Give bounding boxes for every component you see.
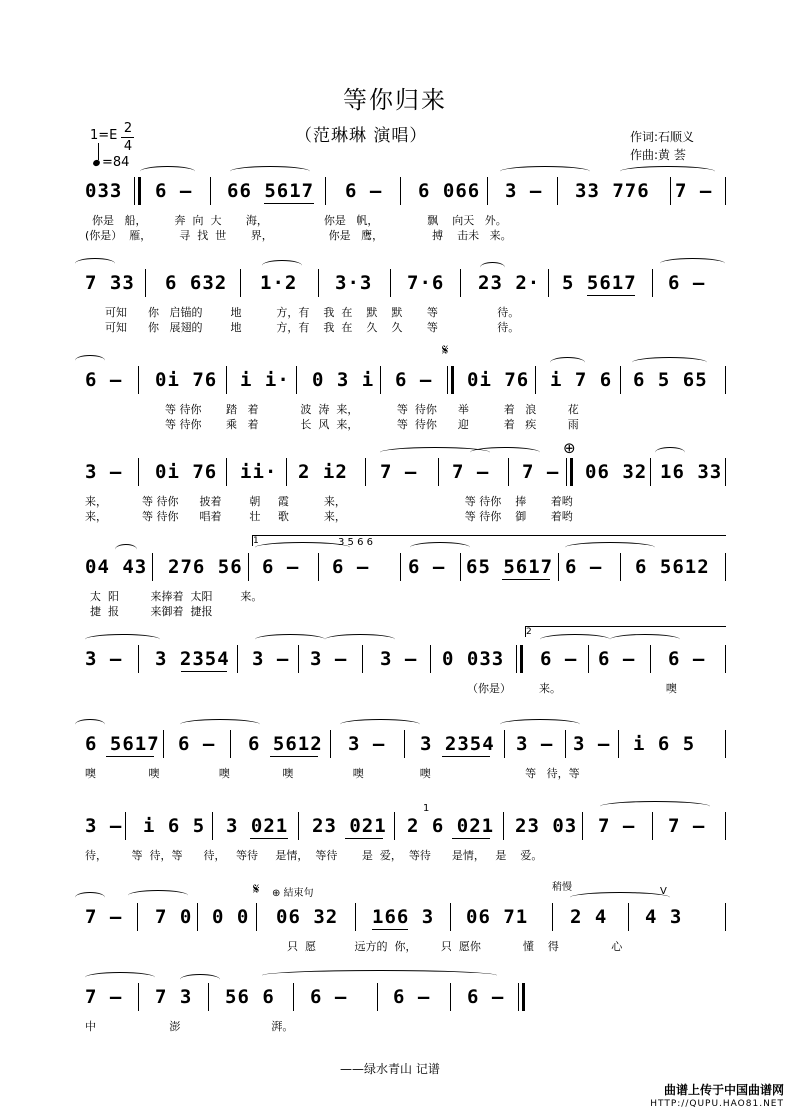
breath-mark: V bbox=[660, 886, 667, 897]
tie bbox=[85, 634, 160, 645]
bar-line bbox=[237, 645, 238, 673]
beam-line bbox=[106, 756, 154, 757]
measure-cell: 6 – bbox=[332, 556, 370, 578]
repeat-bar bbox=[516, 645, 523, 673]
repeat-bar bbox=[134, 177, 141, 205]
measure-cell: 16 33 bbox=[660, 461, 723, 483]
measure-cell: 6 5617 bbox=[85, 733, 160, 755]
slur bbox=[75, 892, 105, 903]
composer-credit: 作曲:黄 荟 bbox=[630, 148, 686, 162]
lyric-line-1: 可知 你 启锚的 地 方，有 我 在 默 默 等 待。 bbox=[105, 306, 520, 319]
measure-cell: 06 32 bbox=[585, 461, 648, 483]
tie bbox=[570, 892, 670, 903]
key-signature: 1=E bbox=[90, 128, 118, 143]
lyricist-credit: 作词:石顺义 bbox=[630, 130, 695, 144]
bar-line bbox=[650, 458, 651, 486]
measure-cell: 7 – bbox=[668, 815, 706, 837]
measure-cell: 276 56 bbox=[168, 556, 243, 578]
tie bbox=[500, 719, 580, 730]
measure-cell: 3 – bbox=[85, 461, 123, 483]
measure-cell: 06 32 bbox=[276, 906, 339, 928]
bar-line bbox=[138, 645, 139, 673]
page-title: 等你归来 bbox=[343, 86, 447, 114]
measure-cell: 6 – bbox=[310, 986, 348, 1008]
tie bbox=[565, 542, 655, 553]
lyric-line-1: 待， 等 待，等 待， 等待 是情， 等待 是 爱， 等待 是情， 是 爱。 bbox=[85, 849, 543, 862]
measure-cell: 6 5612 bbox=[248, 733, 323, 755]
bar-line bbox=[652, 812, 653, 840]
bar-line bbox=[298, 812, 299, 840]
measure-cell: 04 43 bbox=[85, 556, 148, 578]
measure-cell: 0 0 bbox=[212, 906, 250, 928]
slur bbox=[550, 357, 585, 368]
transcriber-credit: ——绿水青山 记谱 bbox=[340, 1062, 440, 1076]
measure-cell: 6 – bbox=[345, 180, 383, 202]
lyric-line-2: 来， 等 待你 唱着 壮 歌 来， 等 待你 御 着哟 bbox=[85, 510, 573, 523]
measure-cell: 3 – bbox=[505, 180, 543, 202]
bar-line bbox=[460, 269, 461, 297]
measure-cell: 23 03 bbox=[515, 815, 578, 837]
measure-cell: i 7 6 bbox=[550, 369, 613, 391]
bar-line bbox=[226, 366, 227, 394]
bar-line bbox=[138, 366, 139, 394]
grace-notes: 3 5 6 6 bbox=[338, 537, 373, 548]
bar-line bbox=[725, 553, 726, 581]
slur bbox=[500, 166, 590, 177]
bar-line bbox=[438, 458, 439, 486]
bar-line bbox=[552, 903, 553, 931]
bar-line bbox=[377, 983, 378, 1011]
segno-icon: 𝄋 bbox=[253, 880, 260, 898]
tie bbox=[262, 970, 497, 981]
measure-cell: 7 – bbox=[522, 461, 560, 483]
bar-line bbox=[296, 366, 297, 394]
tie bbox=[128, 890, 188, 901]
lyric-line-1: 噢 噢 噢 噢 噢 噢 等 待，等 bbox=[85, 767, 580, 780]
bar-line bbox=[137, 903, 138, 931]
bar-line bbox=[404, 730, 405, 758]
beam-line bbox=[452, 838, 490, 839]
measure-cell: 23 021 bbox=[312, 815, 387, 837]
bar-line bbox=[240, 269, 241, 297]
bar-line bbox=[430, 645, 431, 673]
measure-cell: i 6 5 bbox=[143, 815, 206, 837]
measure-cell: 3 – bbox=[85, 648, 123, 670]
tie bbox=[85, 972, 155, 983]
bar-line bbox=[286, 458, 287, 486]
beam-line bbox=[250, 838, 288, 839]
bar-line bbox=[620, 553, 621, 581]
bar-line bbox=[450, 903, 451, 931]
bar-line bbox=[557, 177, 558, 205]
tie bbox=[540, 634, 610, 645]
time-signature-divider bbox=[121, 137, 134, 138]
watermark-url: HTTP://QUPU.HAO81.NET bbox=[650, 1099, 784, 1109]
measure-cell: 7·6 bbox=[407, 272, 445, 294]
measure-cell: 66 5617 bbox=[227, 180, 315, 202]
site-watermark bbox=[650, 1083, 784, 1111]
bar-line bbox=[197, 903, 198, 931]
measure-cell: 6 – bbox=[408, 556, 446, 578]
measure-cell: 6 632 bbox=[165, 272, 228, 294]
bar-line bbox=[460, 553, 461, 581]
bar-line bbox=[125, 812, 126, 840]
measure-cell: 6 – bbox=[393, 986, 431, 1008]
lyric-line-2: (你是） 雁， 寻 找 世 界， 你是 鹰， 搏 击未 来。 bbox=[85, 229, 512, 242]
bar-line bbox=[298, 645, 299, 673]
bar-line bbox=[670, 177, 671, 205]
measure-cell: 6 – bbox=[155, 180, 193, 202]
slur bbox=[180, 974, 220, 985]
measure-cell: 3 – bbox=[310, 648, 348, 670]
volta-number: 1 bbox=[253, 536, 259, 546]
final-bar bbox=[518, 983, 525, 1011]
slur bbox=[620, 166, 715, 177]
beam-line bbox=[270, 756, 318, 757]
measure-cell: 3 – bbox=[573, 733, 611, 755]
measure-cell: 3 – bbox=[348, 733, 386, 755]
bar-line bbox=[212, 812, 213, 840]
bar-line bbox=[230, 730, 231, 758]
bar-line bbox=[725, 645, 726, 673]
bar-line bbox=[248, 553, 249, 581]
measure-cell: 7 – bbox=[452, 461, 490, 483]
slur bbox=[75, 258, 115, 269]
measure-cell: 2 4 bbox=[570, 906, 608, 928]
performer-subtitle: （范琳琳 演唱） bbox=[295, 126, 428, 146]
bar-line bbox=[145, 269, 146, 297]
bar-line bbox=[582, 812, 583, 840]
measure-cell: 6 5 65 bbox=[633, 369, 708, 391]
slur bbox=[75, 719, 105, 730]
bar-line bbox=[588, 645, 589, 673]
bar-line bbox=[628, 903, 629, 931]
measure-cell: 4 3 bbox=[645, 906, 683, 928]
measure-cell: 7 33 bbox=[85, 272, 135, 294]
bar-line bbox=[504, 730, 505, 758]
bar-line bbox=[394, 812, 395, 840]
tempo-marking bbox=[93, 155, 129, 170]
beam-line bbox=[372, 929, 408, 930]
measure-cell: 2 6 021 bbox=[407, 815, 495, 837]
bar-line bbox=[447, 366, 454, 394]
lyric-line-2: 捷 报 来御着 捷报 bbox=[90, 605, 213, 618]
slur bbox=[660, 258, 725, 269]
measure-cell: 6 – bbox=[668, 648, 706, 670]
bar-line bbox=[725, 366, 726, 394]
lyric-line-2: 等 待你 乘 着 长 风 来， 等 待你 迎 着 疾 雨 bbox=[165, 418, 579, 431]
measure-cell: 5 5617 bbox=[562, 272, 637, 294]
measure-cell: ii· bbox=[240, 461, 278, 483]
measure-cell: 6 066 bbox=[418, 180, 481, 202]
bar-line bbox=[535, 366, 536, 394]
beam-line bbox=[264, 203, 314, 204]
bar-line bbox=[400, 177, 401, 205]
measure-cell: 6 – bbox=[85, 369, 123, 391]
measure-cell: 3 021 bbox=[226, 815, 289, 837]
quarter-note-icon bbox=[92, 159, 101, 167]
measure-cell: 3·3 bbox=[335, 272, 373, 294]
lyric-line-2: 可知 你 展翅的 地 方，有 我 在 久 久 等 待。 bbox=[105, 321, 520, 334]
beam-line bbox=[345, 838, 383, 839]
bar-line bbox=[652, 269, 653, 297]
slur bbox=[75, 355, 105, 366]
measure-cell: 6 – bbox=[565, 556, 603, 578]
bar-line bbox=[256, 903, 257, 931]
bar-line bbox=[318, 269, 319, 297]
measure-cell: 6 – bbox=[262, 556, 300, 578]
bar-line bbox=[566, 458, 573, 486]
measure-cell: 0i 76 bbox=[155, 461, 218, 483]
beam-line bbox=[181, 671, 227, 672]
tie bbox=[255, 634, 325, 645]
measure-cell: 0 033 bbox=[442, 648, 505, 670]
measure-cell: 7 0 bbox=[155, 906, 193, 928]
measure-cell: 6 – bbox=[178, 733, 216, 755]
segno-icon: 𝄋 bbox=[442, 341, 449, 359]
bar-line bbox=[318, 553, 319, 581]
bar-line bbox=[400, 553, 401, 581]
time-signature-top: 2 bbox=[123, 121, 133, 136]
bar-line bbox=[208, 983, 209, 1011]
measure-cell: 6 – bbox=[467, 986, 505, 1008]
measure-cell: 0i 76 bbox=[467, 369, 530, 391]
lyric-line-1: 中 澎 湃。 bbox=[85, 1020, 294, 1033]
bar-line bbox=[725, 903, 726, 931]
measure-cell: 6 – bbox=[598, 648, 636, 670]
measure-cell: 6 – bbox=[395, 369, 433, 391]
bar-line bbox=[450, 983, 451, 1011]
bar-line bbox=[210, 177, 211, 205]
measure-cell: 7 – bbox=[380, 461, 418, 483]
bar-line bbox=[725, 177, 726, 205]
bar-line bbox=[325, 177, 326, 205]
measure-cell: i i· bbox=[240, 369, 290, 391]
measure-cell: 033 bbox=[85, 180, 123, 202]
bar-line bbox=[152, 553, 153, 581]
slur bbox=[655, 447, 685, 458]
measure-cell: 6 5612 bbox=[635, 556, 710, 578]
measure-cell: 6 – bbox=[540, 648, 578, 670]
bar-line bbox=[355, 903, 356, 931]
bar-line bbox=[138, 983, 139, 1011]
measure-cell: 7 – bbox=[85, 986, 123, 1008]
bar-line bbox=[508, 458, 509, 486]
beam-line bbox=[442, 756, 490, 757]
lyric-line-1: 等 待你 踏 着 波 涛 来， 等 待你 举 着 浪 花 bbox=[165, 403, 579, 416]
time-signature-bottom: 4 bbox=[123, 139, 133, 154]
bar-line bbox=[650, 645, 651, 673]
measure-cell: 3 2354 bbox=[420, 733, 495, 755]
tempo-change-label: 稍慢 bbox=[552, 882, 572, 893]
bar-line bbox=[330, 730, 331, 758]
measure-cell: 3 – bbox=[85, 815, 123, 837]
measure-cell: 65 5617 bbox=[466, 556, 554, 578]
slur bbox=[115, 544, 137, 555]
bar-line bbox=[618, 730, 619, 758]
measure-cell: 23 2· bbox=[478, 272, 541, 294]
lyric-line-1: 你是 船， 奔 向 大 海， 你是 帆， 飘 向天 外。 bbox=[92, 214, 507, 227]
tie bbox=[340, 719, 420, 730]
lyric-line-1: 来， 等 待你 披着 朝 霞 来， 等 待你 捧 着哟 bbox=[85, 495, 573, 508]
tie bbox=[255, 542, 350, 553]
beam-line bbox=[502, 579, 550, 580]
measure-cell: 3 – bbox=[516, 733, 554, 755]
lyric-line-1: 太 阳 来捧着 太阳 来。 bbox=[90, 590, 263, 603]
bar-line bbox=[163, 730, 164, 758]
coda-icon: ⊕ bbox=[563, 439, 576, 457]
bar-line bbox=[226, 458, 227, 486]
slur bbox=[632, 357, 707, 368]
tie bbox=[410, 542, 470, 553]
tie bbox=[470, 447, 540, 458]
tie bbox=[610, 634, 680, 645]
measure-cell: 166 3 bbox=[372, 906, 435, 928]
measure-cell: 0i 76 bbox=[155, 369, 218, 391]
coda-ending-label: ⊕ 結束句 bbox=[272, 888, 314, 899]
measure-cell: 2 i2 bbox=[298, 461, 348, 483]
bar-line bbox=[487, 177, 488, 205]
tie bbox=[600, 801, 710, 812]
tempo-value: =84 bbox=[102, 155, 130, 170]
grace-note: 1 bbox=[423, 803, 430, 814]
bar-line bbox=[380, 366, 381, 394]
measure-cell: 33 776 bbox=[575, 180, 650, 202]
bar-line bbox=[725, 730, 726, 758]
measure-cell: i 6 5 bbox=[633, 733, 696, 755]
tie bbox=[325, 634, 395, 645]
bar-line bbox=[725, 458, 726, 486]
lyric-line-1: （你是） 来。 噢 bbox=[467, 682, 677, 695]
bar-line bbox=[503, 812, 504, 840]
bar-line bbox=[362, 645, 363, 673]
beam-line bbox=[587, 295, 635, 296]
bar-line bbox=[365, 458, 366, 486]
bar-line bbox=[558, 553, 559, 581]
measure-cell: 3 – bbox=[380, 648, 418, 670]
bar-line bbox=[565, 730, 566, 758]
measure-cell: 1·2 bbox=[260, 272, 298, 294]
volta-number: 2 bbox=[526, 627, 532, 637]
slur bbox=[230, 166, 310, 177]
measure-cell: 7 – bbox=[598, 815, 636, 837]
measure-cell: 06 71 bbox=[466, 906, 529, 928]
measure-cell: 3 – bbox=[252, 648, 290, 670]
bar-line bbox=[293, 983, 294, 1011]
bar-line bbox=[548, 269, 549, 297]
watermark-text: 曲谱上传于中国曲谱网 bbox=[663, 1083, 784, 1097]
measure-cell: 6 – bbox=[668, 272, 706, 294]
bar-line bbox=[138, 458, 139, 486]
slur bbox=[262, 260, 302, 271]
measure-cell: 7 3 bbox=[155, 986, 193, 1008]
bar-line bbox=[390, 269, 391, 297]
bar-line bbox=[620, 366, 621, 394]
measure-cell: 0 3 i bbox=[312, 369, 375, 391]
tie bbox=[180, 719, 260, 730]
bar-line bbox=[725, 812, 726, 840]
measure-cell: 7 – bbox=[85, 906, 123, 928]
lyric-line-1: 只 愿 远方的 你， 只 愿你 懂 得 心 bbox=[287, 940, 623, 953]
measure-cell: 56 6 bbox=[225, 986, 275, 1008]
measure-cell: 3 2354 bbox=[155, 648, 230, 670]
measure-cell: 7 – bbox=[675, 180, 713, 202]
slur bbox=[140, 166, 195, 177]
